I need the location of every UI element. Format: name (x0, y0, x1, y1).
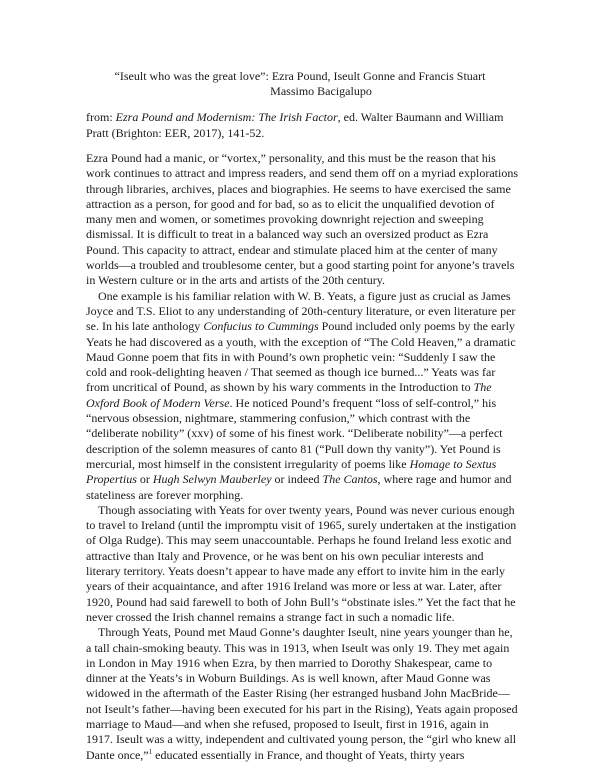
paragraph-3: Though associating with Yeats for over twenty years, Pound was never curious enough to travel to Ireland (until the impromptu visit of 1965, surely undertaken at the instigation of Olga Rudge). This may seem unaccountable. Perhaps he found Ireland less exotic and attractive than Italy and Provence, or he was bent on his own peculiar interests and literary territory. Yeats doesn’t appear to have made any effort to invite him in the early years of their acquaintance, and after 1916 Ireland was more or less at war. Later, after 1920, Pound had said farewell to both of John Bull’s “obstinate isles.” Yet the fact that he never crossed the Irish channel remains a strange fact in such a nomadic life. (86, 502, 517, 624)
p2-text-i: or indeed (271, 472, 323, 487)
article-body (86, 151, 518, 763)
source-details: , ed. Walter Baumann and William Pratt (Brighton: EER, 2017), 141-52. (86, 110, 504, 140)
p4-text-b: educated essentially in France, and thought of Yeats, thirty years (152, 747, 465, 762)
article-author: Massimo Bacigalupo (270, 84, 372, 98)
footnote-marker[interactable]: 1 (148, 747, 153, 756)
paragraph-2 (86, 289, 518, 503)
p2-title-confucius: Confucius to Cummings (203, 319, 319, 334)
p2-text-e: . He noticed Pound’s frequent “loss of self-control,” his “nervous obsession, nightmare, stammering confusion,” which contrast with the “deliberate nobility” (xxv) of some of his finest work. “Deliberate nobility”—a perfect description of the solemn measures of canto 81 (“Pull down thy vanity”). Yet Pound is mercurial, most himself in the consistent irregularity of poems like (86, 395, 503, 471)
paragraph-1: Ezra Pound had a manic, or “vortex,” personality, and this must be the reason that his work continues to attract and impress readers, and send them off on a myriad explorations through libraries, archives, places and biographies. He seems to have exercised the same attraction as a person, for good and for bad, so as to elicit the unqualified devotion of many men and women, or sometimes provoking downright rejection and sweeping dismissal. It is difficult to treat in a balanced way such an oversized product as Ezra Pound. This capacity to attract, endear and stimulate placed him at the center of many worlds—a troubled and troublesome center, but a good starting point for anyone’s travels in Western culture or in the arts and artists of the 20th century. (86, 151, 518, 288)
article-title: “Iseult who was the great love”: Ezra Pound, Iseult Gonne and Francis Stuart (114, 69, 486, 83)
p2-text-g: or (136, 472, 153, 487)
p2-text-c: Pound included only poems by the early Yeats he had discovered as a youth, with the exception of “The Cold Heaven,” a dramatic Maud Gonne poem that fits in with Pound’s own prophetic vein: “Suddenly I saw the cold and rook-delighting heaven / That seemed as though ice burned...” Yeats was far from uncritical of Pound, as shown by his wary comments in the Introduction to (86, 319, 516, 395)
article-title-block (0, 69, 600, 99)
source-citation (86, 110, 518, 141)
p2-title-cantos: The Cantos (322, 472, 378, 487)
source-book-title: Ezra Pound and Modernism: The Irish Factor (115, 110, 338, 124)
p2-text-k: , where rage and humor and stateliness are forever morphing. (86, 472, 512, 502)
p2-title-homage: Homage to Sextus Propertius (86, 456, 497, 487)
p2-title-mauberley: Hugh Selwyn Mauberley (152, 472, 272, 487)
p4-text-a: Through Yeats, Pound met Maud Gonne’s daughter Iseult, nine years younger than he, a tall chain-smoking beauty. This was in 1913, when Iseult was only 19. They met again in London in May 1916 when Ezra, by then married to Dorothy Shakespear, came to dinner at the Yeats’s in Woburn Buildings. As is well known, after Maud Gonne was widowed in the aftermath of the Easter Rising (her estranged husband John MacBride—not Iseult’s father—having been executed for his part in the Rising), Yeats again proposed marriage to Maud—and when she refused, proposed to Iseult, first in 1916, again in 1917. Iseult was a witty, independent and cultivated young person, the “girl who knew all Dante once,” (86, 625, 518, 762)
source-prefix: from: (86, 110, 116, 124)
paragraph-4 (86, 625, 518, 763)
p2-title-oxford-book: The Oxford Book of Modern Verse (86, 380, 492, 410)
p2-text-a: One example is his familiar relation with W. B. Yeats, a figure just as crucial as James Joyce and T.S. Eliot to any understanding of 20th-century literature, or even literature per se. In his late anthology (86, 288, 516, 334)
